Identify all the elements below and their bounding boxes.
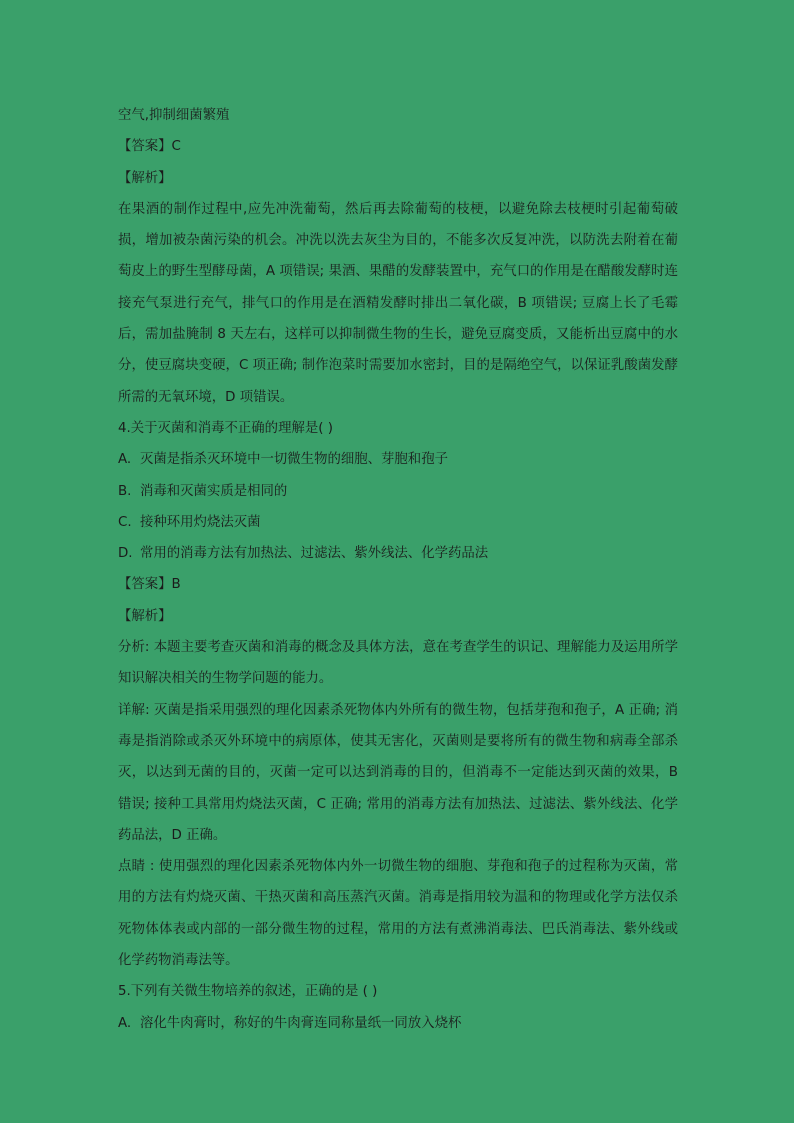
q4-option-a-text: 灭菌是指杀灭环境中一切微生物的细胞、芽胞和孢子	[140, 452, 448, 468]
q4-option-d-label: D.	[118, 546, 133, 562]
q4-option-a-label: A.	[118, 452, 132, 468]
q4-option-d-text: 常用的消毒方法有加热法、过滤法、紫外线法、化学药品法	[140, 546, 489, 562]
q3-answer: 【答案】C	[118, 139, 181, 155]
q4-option-c	[118, 507, 678, 538]
q4-option-b-text: 消毒和灭菌实质是相同的	[140, 483, 288, 499]
q5-option-a-label: A.	[118, 1015, 132, 1031]
q5-option-a	[118, 1008, 678, 1039]
q4-answer: 【答案】B	[118, 577, 181, 593]
q5-option-a-text: 溶化牛肉膏时，称好的牛肉膏连同称量纸一同放入烧杯	[140, 1015, 462, 1031]
q4-fenxi-text: 分析: 本题主要考查灭菌和消毒的概念及具体方法，意在考查学生的识记、理解能力及运用所学知识解决相关的生物学问题的能力。	[118, 640, 678, 687]
document-body	[118, 100, 678, 1039]
q4-analysis-label: 【解析】	[118, 608, 172, 624]
q4-stem: 4.关于灭菌和消毒不正确的理解是( )	[118, 420, 333, 436]
q3-tail-text: 空气,抑制细菌繁殖	[118, 108, 230, 123]
q3-analysis-label: 【解析】	[118, 170, 172, 186]
q5-stem: 5.下列有关微生物培养的叙述，正确的是 ( )	[118, 984, 378, 1000]
q4-option-c-label: C.	[118, 514, 132, 530]
q4-option-c-text: 接种环用灼烧法灭菌	[140, 514, 261, 530]
q4-option-b	[118, 476, 678, 507]
q4-dianjing-text: 点睛 : 使用强烈的理化因素杀死物体内外一切微生物的细胞、芽孢和孢子的过程称为灭菌，常用的方法有灼烧灭菌、干热灭菌和高压蒸汽灭菌。消毒是指用较为温和的物理或化学方法仅杀死物体体表或内部的一部分微生物的过程，常用的方法有煮沸消毒法、巴氏消毒法、紫外线或化学药物消毒法等。	[118, 859, 678, 969]
q4-option-a	[118, 444, 678, 475]
q3-analysis-text: 在果酒的制作过程中,应先冲洗葡萄，然后再去除葡萄的枝梗，以避免除去枝梗时引起葡萄破损，增加被杂菌污染的机会。冲洗以洗去灰尘为目的，不能多次反复冲洗，以防洗去附着在葡萄皮上的野生型酵母菌，A 项错误; 果酒、果醋的发酵装置中，充气口的作用是在醋酸发酵时连接充气泵进行充气，排气口的作用是在酒精发酵时排出二氧化碳，B 项错误; 豆腐上长了毛霉后，需加盐腌制 8 天左右，这样可以抑制微生物的生长，避免豆腐变质，又能析出豆腐中的水分，使豆腐块变硬，C 项正确; 制作泡菜时需要加水密封，目的是隔绝空气，以保证乳酸菌发酵所需的无氧环境，D 项错误。	[118, 201, 678, 405]
q4-option-d	[118, 538, 678, 569]
q4-xiangjie-text: 详解: 灭菌是指采用强烈的理化因素杀死物体内外所有的微生物，包括芽孢和孢子，A 正确; 消毒是指消除或杀灭外环境中的病原体，使其无害化，灭菌则是要将所有的微生物和病毒全部杀灭，以达到无菌的目的，灭菌一定可以达到消毒的目的，但消毒不一定能达到灭菌的效果，B 错误; 接种工具常用灼烧法灭菌，C 正确; 常用的消毒方法有加热法、过滤法、紫外线法、化学药品法，D 正确。	[118, 702, 678, 843]
q4-option-b-label: B.	[118, 483, 132, 499]
